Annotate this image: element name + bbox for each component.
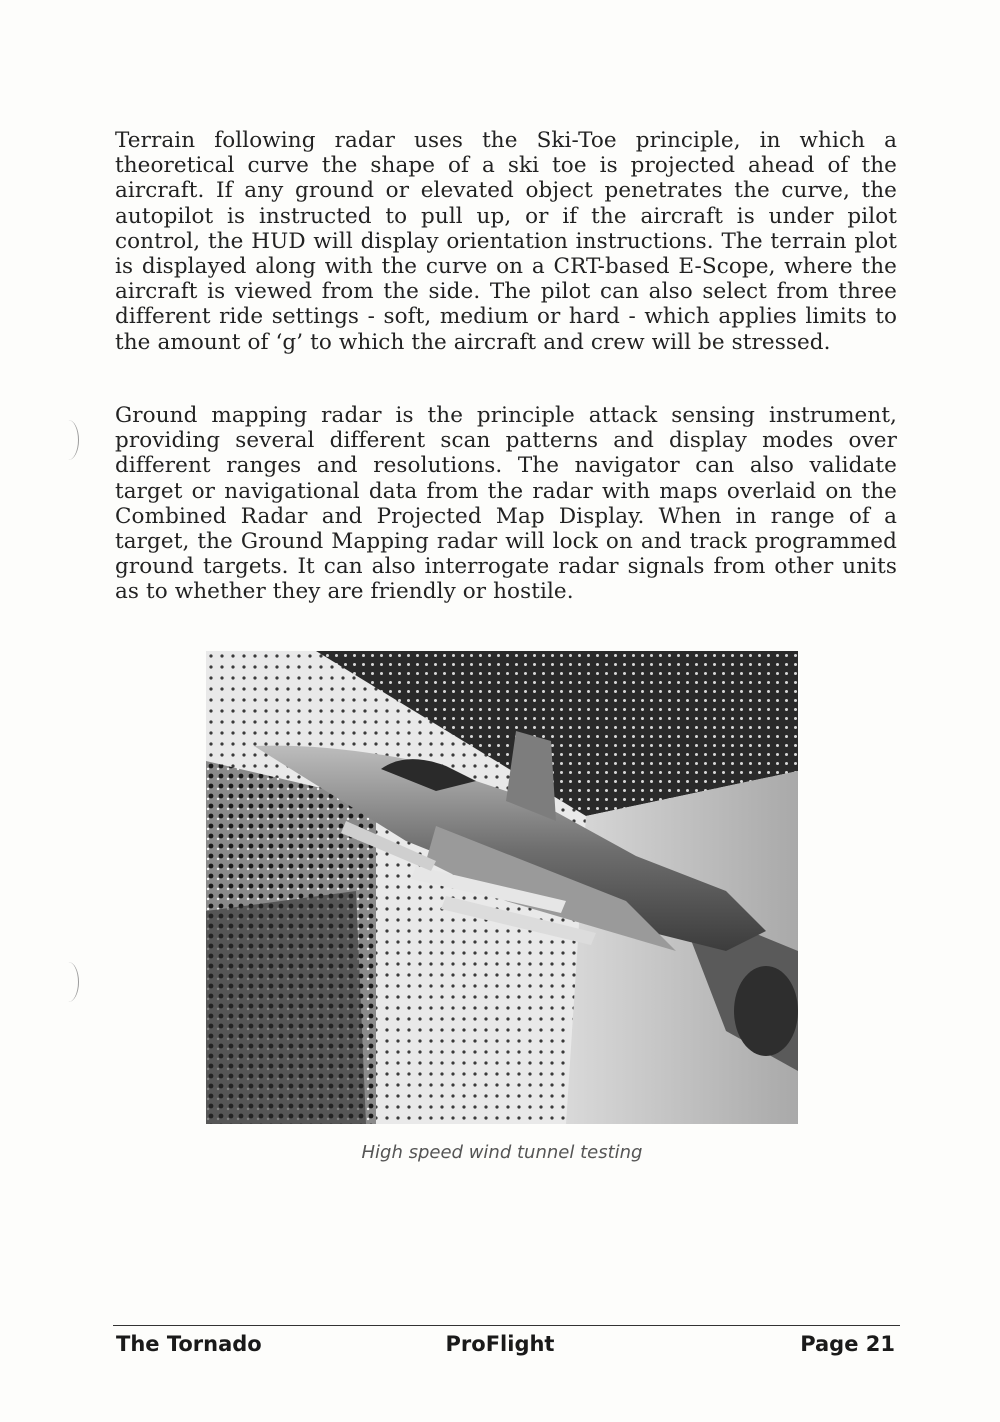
wind-tunnel-photo xyxy=(206,651,798,1124)
footer-page-number: Page 21 xyxy=(800,1332,895,1356)
binder-hole-mark xyxy=(58,962,79,1002)
photo-caption: High speed wind tunnel testing xyxy=(361,1142,643,1163)
footer-divider xyxy=(113,1325,900,1326)
paragraph-ground-mapping-radar: Ground mapping radar is the principle attack sensing instrument, providing several different scan patterns and display modes over different ranges and resolutions. The navigator can also validate target or navigational data from the radar with maps overlaid on the Combined Radar and Projected Map Display. When in range of a target, the Ground Mapping radar will lock on and track programmed ground targets. It can also interrogate radar signals from other units as to whether they are friendly or hostile. xyxy=(115,403,897,605)
footer-book-title: The Tornado xyxy=(116,1332,262,1356)
paragraph-terrain-following-radar: Terrain following radar uses the Ski-Toe principle, in which a theoretical curve the shape of a ski toe is projected ahead of the aircraft. If any ground or elevated object penetrates the curve, the autopilot is instructed to pull up, or if the aircraft is under pilot control, the HUD will display orientation instructions. The terrain plot is displayed along with the curve on a CRT-based E-Scope, where the aircraft is viewed from the side. The pilot can also select from three different ride settings - soft, medium or hard - which applies limits to the amount of ‘g’ to which the aircraft and crew will be stressed. xyxy=(115,128,897,355)
footer-publisher: ProFlight xyxy=(445,1332,555,1356)
binder-hole-mark xyxy=(58,420,79,460)
